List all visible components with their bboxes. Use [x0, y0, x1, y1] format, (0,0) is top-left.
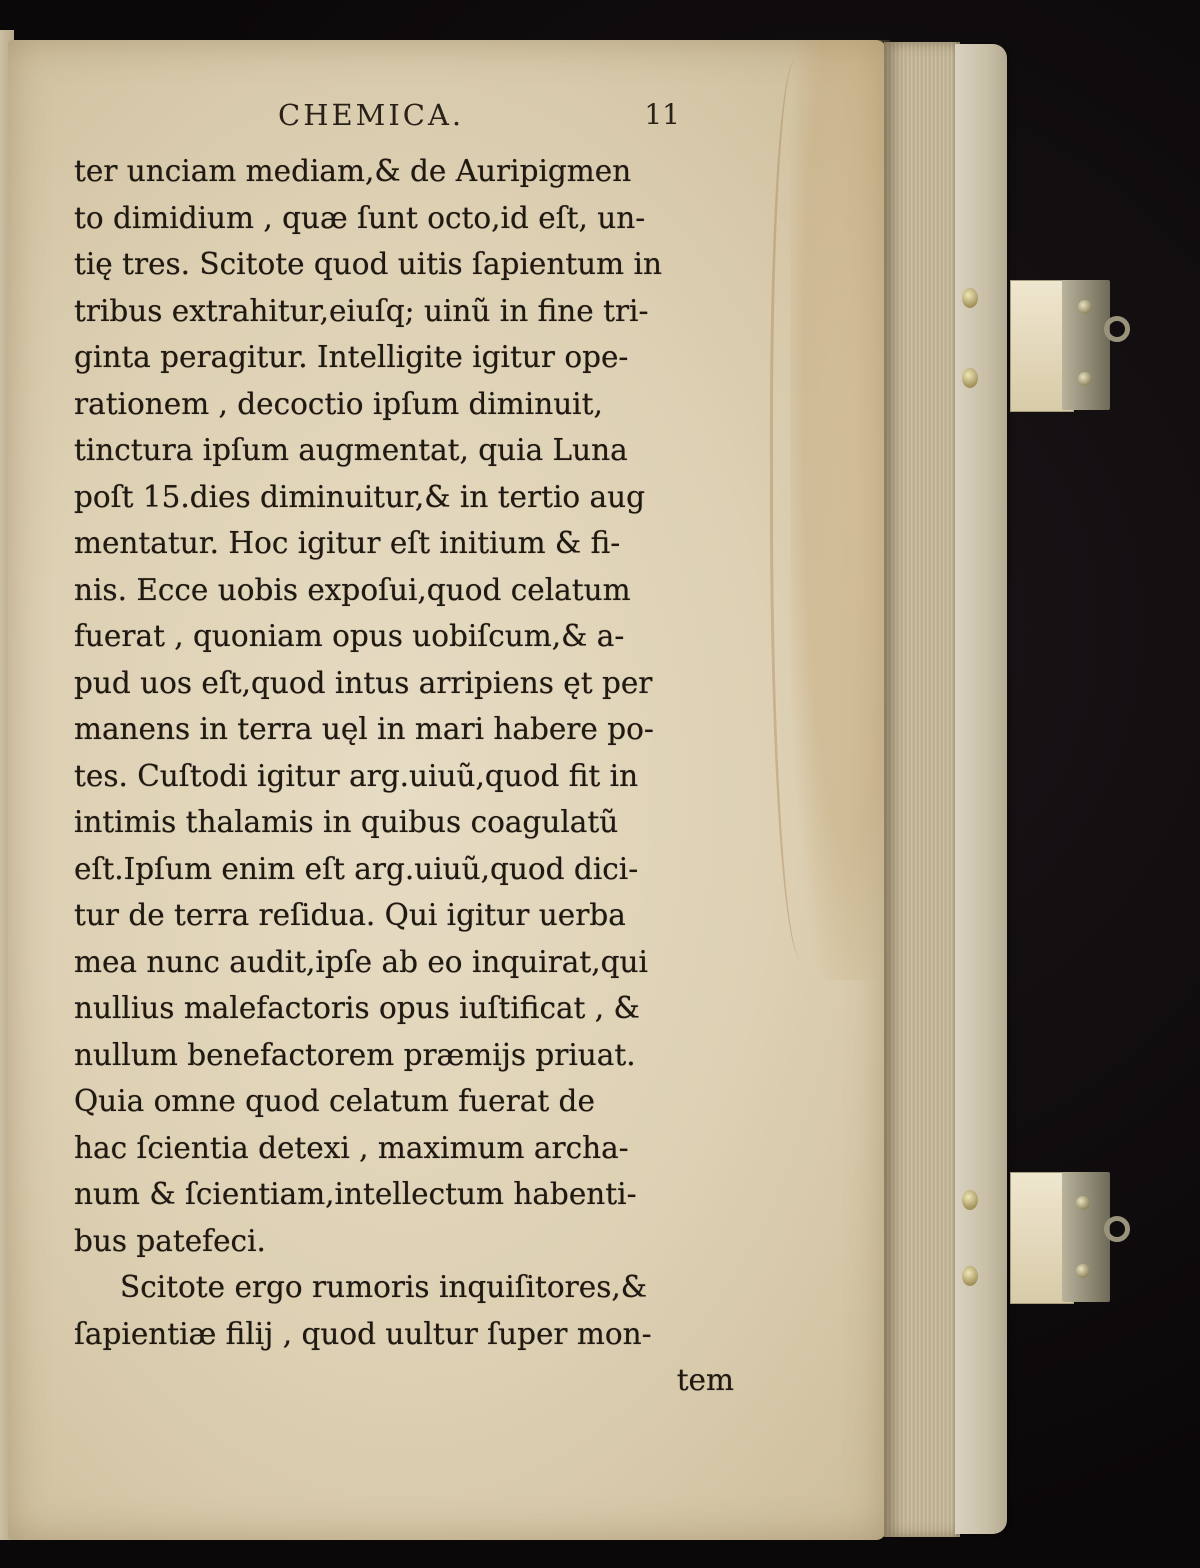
text-line: ter unciam mediam,& de Auripigmen — [74, 154, 632, 188]
text-line: tię tres. Scitote quod uitis ſapientum in — [74, 247, 662, 281]
page-number: 11 — [644, 98, 680, 131]
text-line: pud uos eſt,quod intus arripiens ęt per — [74, 665, 653, 700]
text-line: eſt.Ipſum enim eſt arg.uiuũ,quod dici- — [74, 851, 639, 886]
text-line: ginta peragitur. Intelligite igitur ope- — [74, 340, 629, 374]
text-line: nis. Ecce uobis expoſui,quod celatum — [74, 572, 631, 607]
brass-stud — [962, 1190, 978, 1210]
text-line: tribus extrahitur,eiuſq; uinũ in fine tri- — [74, 293, 649, 328]
text-line: mentatur. Hoc igitur eſt initium & fi- — [74, 526, 621, 560]
text-line: poſt 15.dies diminuitur,& in tertio aug — [74, 479, 646, 514]
brass-stud — [962, 368, 978, 388]
text-block — [74, 98, 744, 1404]
clasp-ring — [1104, 1216, 1130, 1242]
running-head: CHEMICA. — [278, 98, 465, 132]
text-line: Quia omne quod celatum fuerat de — [74, 1084, 595, 1118]
clasp-rivet — [1076, 1264, 1090, 1278]
text-line: hac ſcientia detexi , maximum archa- — [74, 1130, 629, 1165]
brass-stud — [962, 1266, 978, 1286]
clasp-plate — [1062, 1172, 1110, 1302]
text-line: bus patefeci. — [74, 1223, 266, 1258]
text-line: rationem , decoctio ipſum diminuit, — [74, 386, 603, 421]
text-line: ſapientiæ filij , quod uultur ſuper mon- — [74, 1316, 652, 1351]
clasp-rivet — [1078, 372, 1092, 386]
page-header — [74, 98, 744, 148]
text-line: intimis thalamis in quibus coagulatũ — [74, 805, 619, 839]
text-line: to dimidium , quæ ſunt octo,id eſt, un- — [74, 200, 646, 235]
text-line: tinctura ipſum augmentat, quia Luna — [74, 433, 628, 467]
cover-board — [955, 44, 1007, 1534]
text-line: nullius malefactoris opus iuſtificat , & — [74, 991, 640, 1025]
paragraph-2 — [74, 1264, 744, 1357]
text-line: manens in terra uęl in mari habere po- — [74, 712, 654, 746]
text-line: fuerat , quoniam opus uobiſcum,& a- — [74, 619, 625, 653]
clasp-ring — [1104, 316, 1130, 342]
text-line: mea nunc audit,ipſe ab eo inquirat,qui — [74, 944, 648, 979]
lower-clasp — [1000, 1172, 1120, 1302]
text-line: tes. Cuſtodi igitur arg.uiuũ,quod fit in — [74, 758, 639, 793]
text-line: num & ſcientiam,intellectum habenti- — [74, 1177, 637, 1211]
page-fore-edge — [884, 42, 960, 1537]
catchword: tem — [676, 1363, 734, 1397]
clasp-rivet — [1076, 1196, 1090, 1210]
paragraph-1 — [74, 148, 744, 1264]
text-line: nullum benefactorem præmijs priuat. — [74, 1037, 636, 1072]
upper-clasp — [1000, 280, 1120, 410]
brass-stud — [962, 288, 978, 308]
text-line: Scitote ergo rumoris inquiſitores,& — [120, 1270, 647, 1304]
clasp-rivet — [1078, 300, 1092, 314]
text-line: tur de terra reſidua. Qui igitur uerba — [74, 898, 626, 932]
